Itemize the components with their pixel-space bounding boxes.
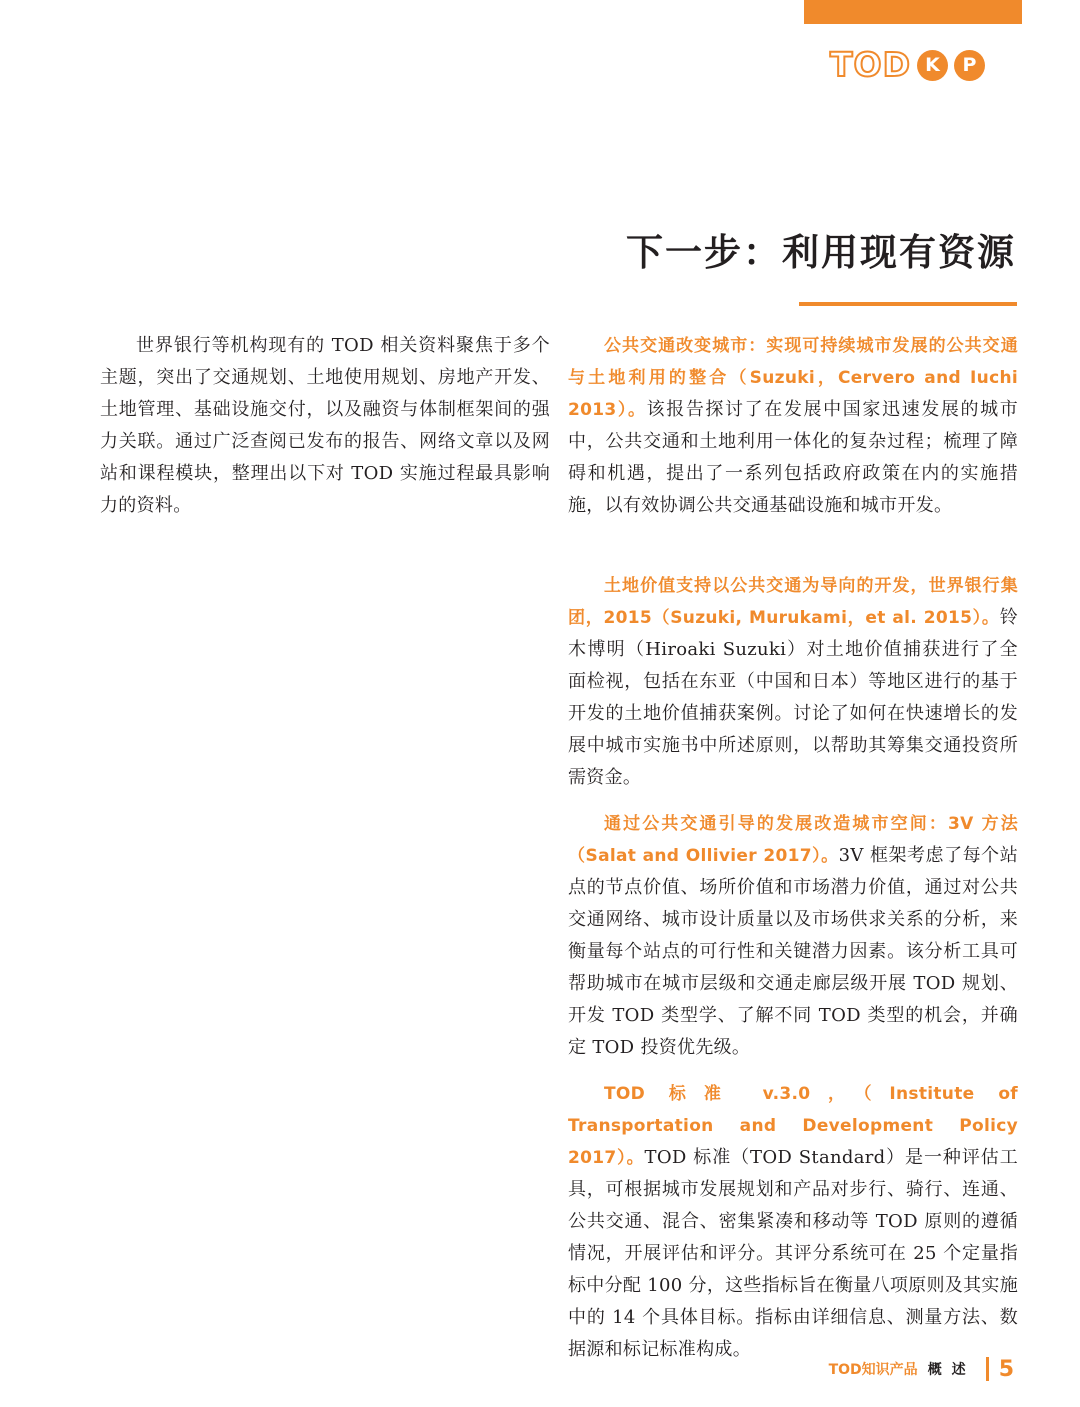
logo-p-badge: P xyxy=(954,50,985,81)
tod-kp-logo xyxy=(830,46,985,84)
resource-title: 公共交通改变城市：实现可持续城市发展的公共交通与土地利用的整合（Suzuki，Cervero and Iuchi 2013）。 xyxy=(568,336,1018,420)
resource-body: TOD 标准（TOD Standard）是一种评估工具，可根据城市发展规划和产品对步行、骑行、连通、公共交通、混合、密集紧凑和移动等 TOD 原则的遵循情况，开展评估和评分。其评分系统可在 25 个定量指标中分配 100 分，这些指标旨在衡量八项原则及其实施中的 14 个具体目标。指标由详细信息、测量方法、数据源和标记标准构成。 xyxy=(568,1147,1018,1360)
title-underline xyxy=(799,302,1017,306)
logo-tod-text: TOD xyxy=(830,45,911,84)
page-title: 下一步：利用现有资源 xyxy=(626,231,1016,274)
resource-entry xyxy=(568,1078,1018,1366)
resource-body: 3V 框架考虑了每个站点的节点价值、场所价值和市场潜力价值，通过对公共交通网络、城市设计质量以及市场供求关系的分析，来衡量每个站点的可行性和关键潜力因素。该分析工具可帮助城市在城市层级和交通走廊层级开展 TOD 规划、开发 TOD 类型学、了解不同 TOD 类型的机会，并确定 TOD 投资优先级。 xyxy=(568,845,1018,1058)
resource-body: 该报告探讨了在发展中国家迅速发展的城市中，公共交通和土地利用一体化的复杂过程；梳理了障碍和机遇，提出了一系列包括政府政策在内的实施措施，以有效协调公共交通基础设施和城市开发。 xyxy=(568,399,1018,516)
resource-entry xyxy=(568,808,1018,1064)
logo-k-badge: K xyxy=(917,50,948,81)
intro-paragraph: 世界银行等机构现有的 TOD 相关资料聚焦于多个主题，突出了交通规划、土地使用规划、房地产开发、土地管理、基础设施交付，以及融资与体制框架间的强力关联。通过广泛查阅已发布的报告、网络文章以及网站和课程模块，整理出以下对 TOD 实施过程最具影响力的资料。 xyxy=(100,335,550,516)
resource-entry xyxy=(568,570,1018,794)
top-accent-bar xyxy=(804,0,1022,24)
footer-section-name: 概述 xyxy=(927,1362,976,1378)
footer-product-name: TOD知识产品 xyxy=(828,1362,918,1378)
resource-title: 通过公共交通引导的发展改造城市空间：3V 方法（Salat and Ollivier 2017）。 xyxy=(568,814,1018,866)
page-number: 5 xyxy=(998,1356,1014,1382)
footer-divider xyxy=(986,1357,989,1381)
resource-body: 铃木博明（Hiroaki Suzuki）对土地价值捕获进行了全面检视，包括在东亚（中国和日本）等地区进行的基于开发的土地价值捕获案例。讨论了如何在快速增长的发展中城市实施书中所述原则，以帮助其筹集交通投资所需资金。 xyxy=(568,607,1018,788)
resource-title: TOD 标准 v.3.0，（Institute of Transportation and Development Policy 2017）。 xyxy=(568,1084,1018,1168)
resource-title: 土地价值支持以公共交通为导向的开发，世界银行集团，2015（Suzuki, Murukami，et al. 2015）。 xyxy=(568,576,1018,628)
resource-entry xyxy=(568,330,1018,522)
page-footer xyxy=(829,1354,1014,1384)
